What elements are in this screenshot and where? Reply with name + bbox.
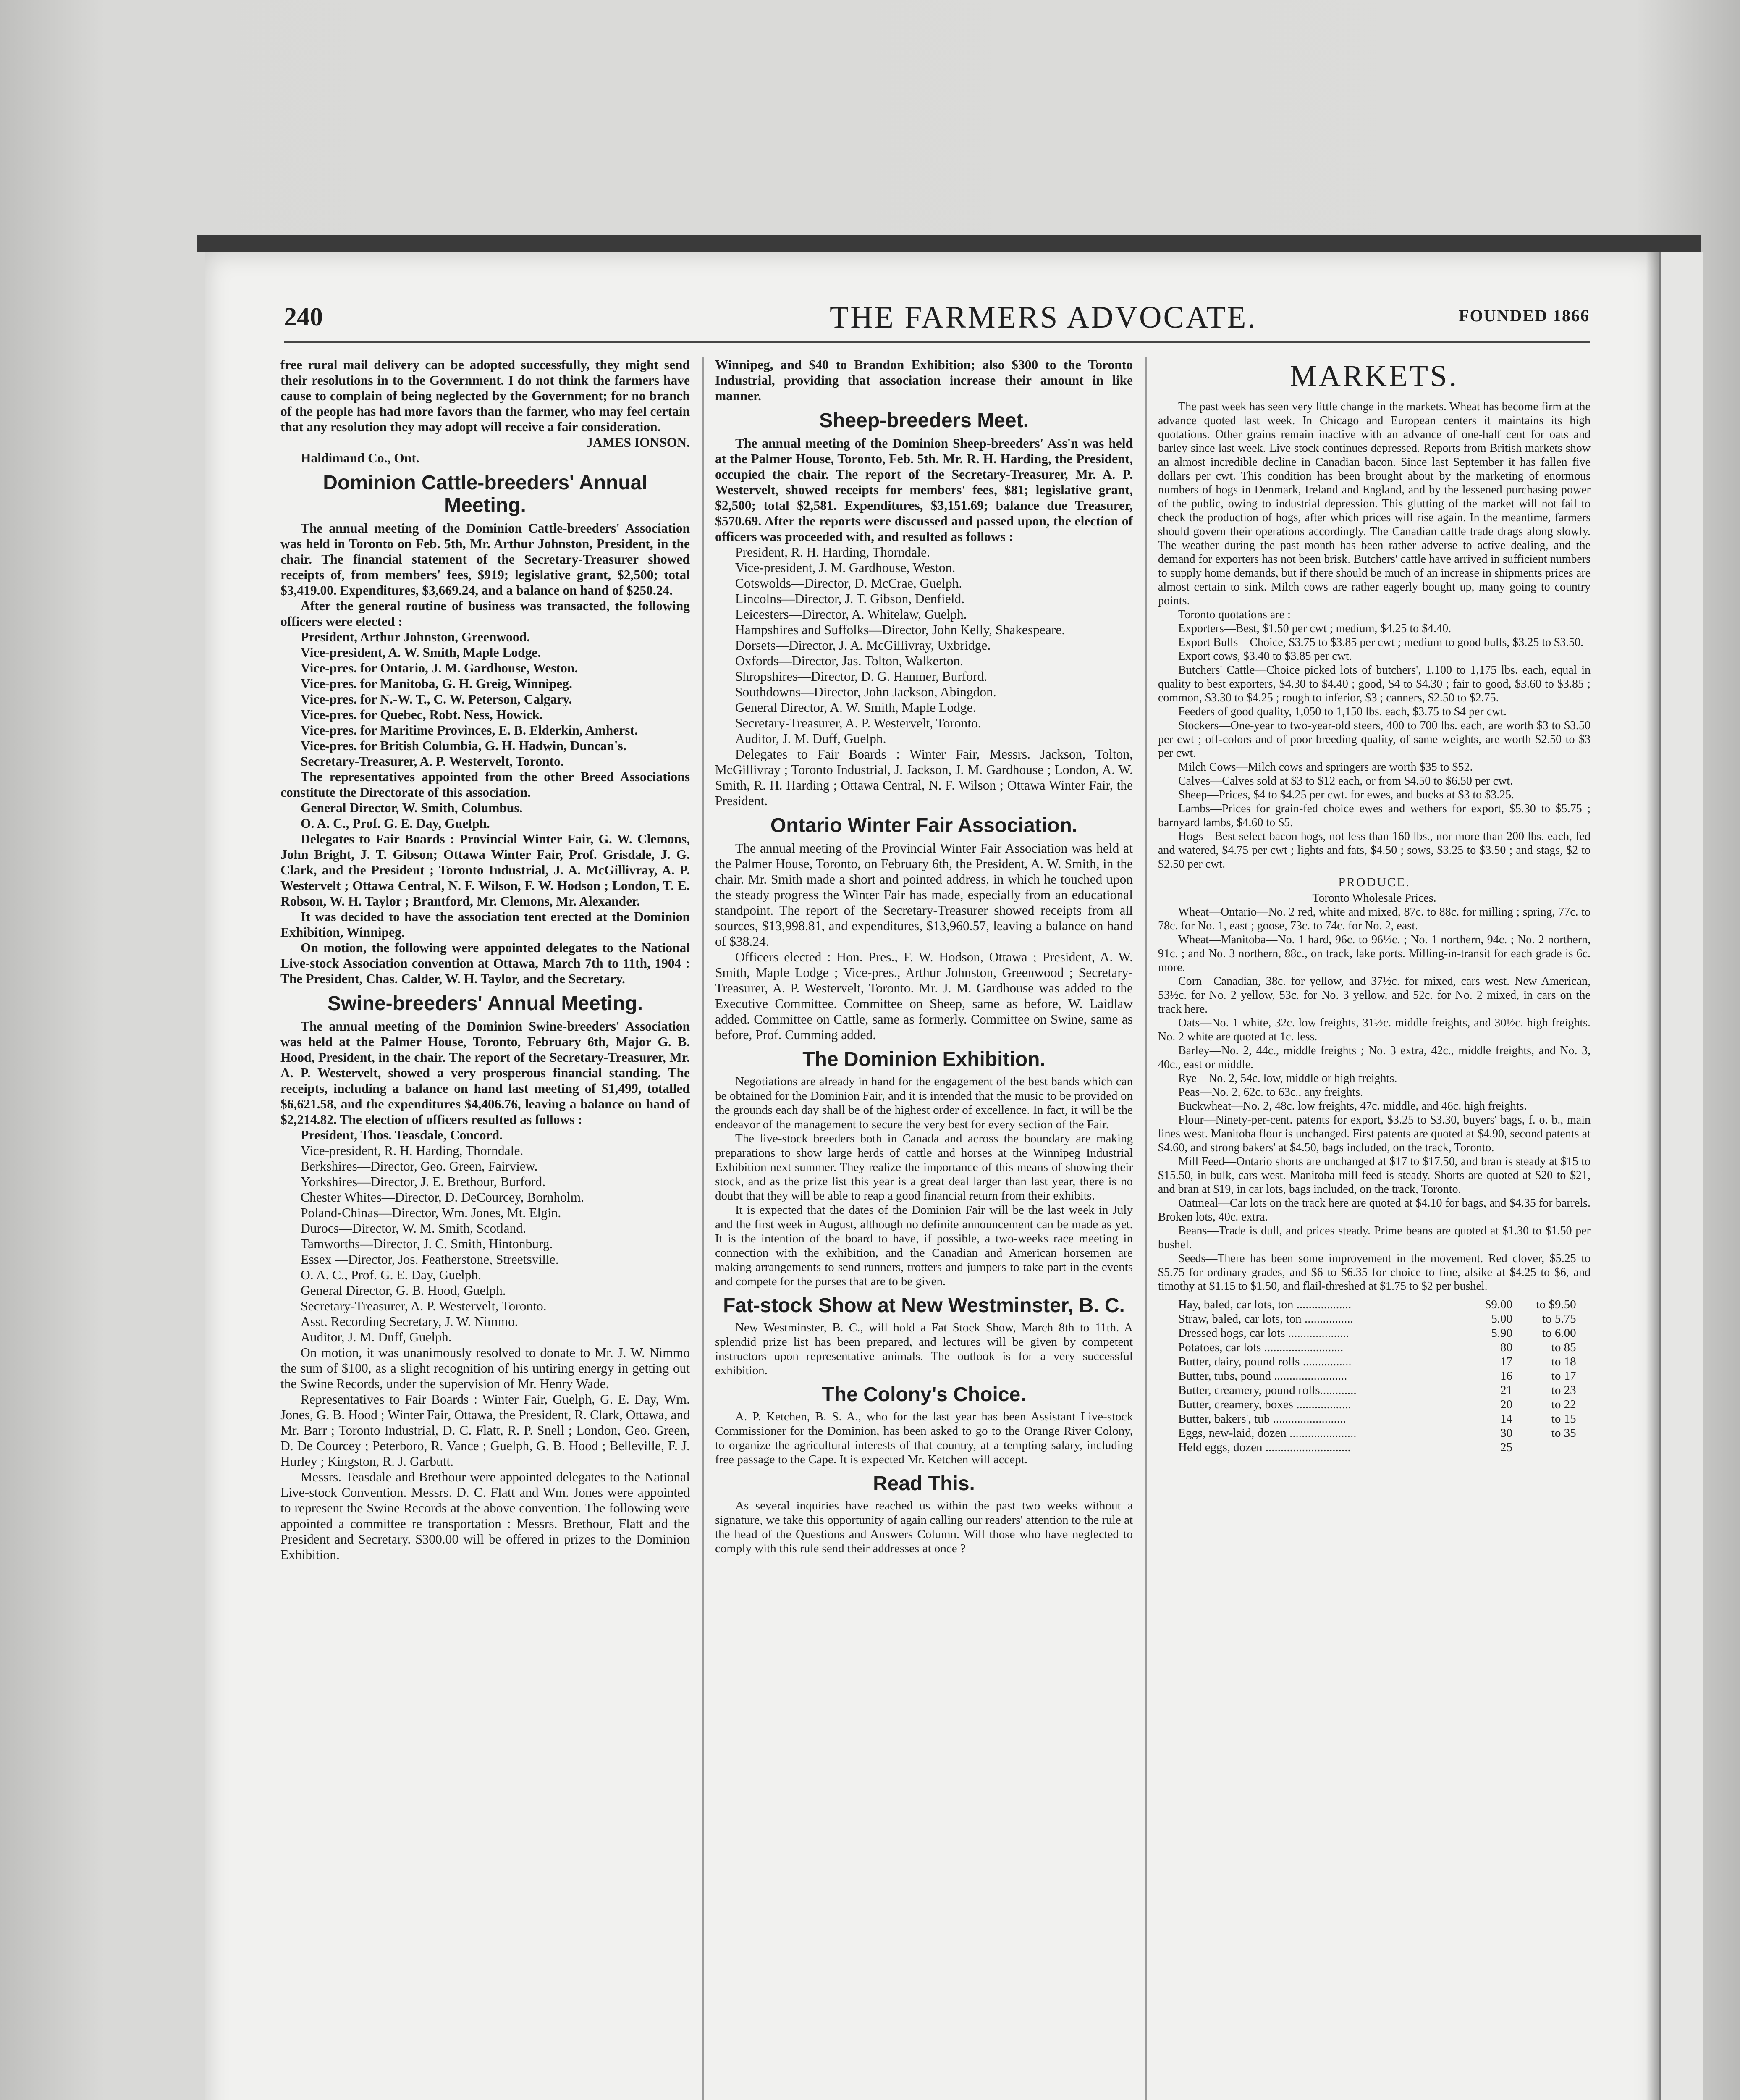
price-high: to 5.75 — [1542, 1312, 1576, 1326]
officer-line: Vice-pres. for Manitoba, G. H. Greig, Winnipeg. — [301, 676, 572, 691]
newspaper-page — [205, 252, 1659, 2100]
price-high: to 18 — [1551, 1355, 1576, 1368]
column-middle — [715, 357, 1133, 1556]
livestock-quote: Sheep—Prices, $4 to $4.25 per cwt. for ewes, and bucks at $3 to $3.25. — [1178, 788, 1515, 801]
price-row — [1178, 1340, 1576, 1354]
markets-heading: MARKETS. — [1289, 359, 1459, 393]
produce-quote: Oatmeal—Car lots on the track here are quoted at $4.10 for bags, and $4.35 for barrels. Broken lots, 40c. extra. — [1158, 1197, 1591, 1223]
produce-quote: Mill Feed—Ontario shorts are unchanged at $17 to $17.50, and bran is steady at $15 to $15.50, in bulk, cars west. Manitoba mill feed is steady. Shorts are quoted at $20 to $21, and bran at $19, in car lots, bags included, on the track, Toronto. — [1158, 1155, 1591, 1196]
produce-heading: PRODUCE. — [1338, 875, 1410, 889]
article-heading-dominion-exhibition: The Dominion Exhibition. — [802, 1048, 1046, 1071]
article-fat-stock — [715, 1320, 1133, 1378]
produce-quote: Oats—No. 1 white, 32c. low freights, 31½c. middle freights, and 30½c. high freights. No. 2 white are quoted at 1c. less. — [1158, 1016, 1591, 1043]
page-number: 240 — [284, 303, 323, 331]
officer-line: Yorkshires—Director, J. E. Brethour, Burford. — [301, 1174, 546, 1189]
page-top-edge — [197, 235, 1701, 252]
officer-line: Shropshires—Director, D. G. Hanmer, Burford. — [735, 669, 988, 684]
price-high: to $9.50 — [1536, 1298, 1576, 1311]
paragraph: Representatives to Fair Boards : Winter Fair, Guelph, G. E. Day, Wm. Jones, G. B. Hood ; Winter Fair, Ottawa, the President, R. Clark, Ottawa, and Mr. Barr ; Toronto Industrial, D. C. Flatt, R. P. Snell ; London, Geo. Green, D. De Courcey ; Peterboro, R. Vance ; Guelph, G. B. Hood ; Belleville, F. J. Hurley ; Kingston, R. J. Garbutt. — [280, 1392, 690, 1469]
letter-paragraph: free rural mail delivery can be adopted successfully, they might send their resolutions in to the Government. I do not think the farmers have cause to complain of being neglected by the Government; for no branch of the people has had more favors than the farmer, who may feel certain that any resolution they may adopt will receive a fair consideration. — [280, 357, 690, 434]
article-heading-cattle: Dominion Cattle-breeders' Annual Meeting. — [323, 472, 647, 517]
price-item: Butter, bakers', tub ........................ — [1178, 1412, 1346, 1425]
paragraph: After the general routine of business was transacted, the following officers were elected : — [280, 598, 690, 629]
officer-line: Secretary-Treasurer, A. P. Westervelt, Toronto. — [301, 754, 564, 769]
price-row — [1178, 1412, 1576, 1426]
price-low: $9.00 — [1485, 1298, 1512, 1311]
price-row — [1178, 1426, 1576, 1440]
paragraph: New Westminster, B. C., will hold a Fat Stock Show, March 8th to 11th. A splendid prize list has been prepared, and lectures will be given by competent instructors upon representative animals. The outlook is for a very successful exhibition. — [715, 1321, 1133, 1377]
article-heading-winter-fair: Ontario Winter Fair Association. — [770, 814, 1078, 837]
livestock-quote: Exporters—Best, $1.50 per cwt ; medium, $4.25 to $4.40. — [1178, 622, 1452, 635]
price-low: 16 — [1500, 1369, 1512, 1383]
livestock-quote: Toronto quotations are : — [1178, 608, 1291, 621]
officer-line: Vice-pres. for Quebec, Robt. Ness, Howick. — [301, 707, 543, 722]
paragraph: Officers elected : Hon. Pres., F. W. Hodson, Ottawa ; President, A. W. Smith, Maple Lodge ; Vice-pres., Arthur Johnston, Greenwood ; Secretary-Treasurer, A. P. Westervelt, Toronto. Mr. J. M. Gardhouse was added to the Executive Committee. Committee on Sheep, same as before, W. Laidlaw added. Committee on Cattle, same as formerly. Committee on Swine, same as before, Prof. Cumming added. — [715, 950, 1133, 1042]
paragraph: General Director, W. Smith, Columbus. — [301, 801, 523, 815]
article-winter-fair — [715, 840, 1133, 1042]
produce-quote: Seeds—There has been some improvement in the movement. Red clover, $5.25 to $5.75 for ordinary grades, and $6 to $6.35 for choice to fine, alsike at $4.25 to $6, and timothy at $1.15 to $1.50, and flail-threshed at $1.75 to $2 per bushel. — [1158, 1252, 1591, 1293]
officer-line: Vice-pres. for Maritime Provinces, E. B. Elderkin, Amherst. — [301, 723, 638, 738]
livestock-quote: Export cows, $3.40 to $3.85 per cwt. — [1178, 650, 1352, 663]
paragraph: Delegates to Fair Boards : Provincial Winter Fair, G. W. Clemons, John Bright, J. T. Gibson; Ottawa Winter Fair, Prof. Grisdale, J. G. Clark, and the President ; Toronto Industrial, J. A. McGillivray, A. P. Westervelt ; Ottawa Central, N. F. Wilson, F. W. Hodson ; London, T. E. Robson, W. H. Taylor ; Brantford, Mr. Clemons, Mr. Alexander. — [280, 832, 690, 908]
paragraph: It was decided to have the association tent erected at the Dominion Exhibition, Winnipeg. — [280, 909, 690, 940]
price-high: to 35 — [1551, 1426, 1576, 1440]
officer-line: Secretary-Treasurer, A. P. Westervelt, Toronto. — [735, 716, 981, 730]
article-heading-colony: The Colony's Choice. — [822, 1383, 1026, 1406]
column-right — [1158, 357, 1591, 1454]
price-item: Butter, creamery, pound rolls............ — [1178, 1383, 1357, 1397]
price-item: Dressed hogs, car lots .................... — [1178, 1326, 1349, 1340]
produce-quote: Beans—Trade is dull, and prices steady. Prime beans are quoted at $1.30 to $1.50 per bushel. — [1158, 1224, 1591, 1251]
officer-line: Vice-president, J. M. Gardhouse, Weston. — [735, 560, 956, 575]
price-high: to 85 — [1551, 1341, 1576, 1354]
price-item: Butter, tubs, pound ........................ — [1178, 1369, 1347, 1383]
officer-line: Chester Whites—Director, D. DeCourcey, Bornholm. — [301, 1190, 584, 1205]
price-row — [1178, 1440, 1576, 1454]
livestock-quote: Butchers' Cattle—Choice picked lots of butchers', 1,100 to 1,175 lbs. each, equal in quality to best exporters, $4.30 to $4.40 ; good, $4 to $4.30 ; fair to good, $3.60 to $3.85 ; common, $3.30 to $4.25 ; rough to inferior, $3 ; canners, $2.50 to $2.75. — [1158, 664, 1591, 704]
price-item: Butter, dairy, pound rolls ................ — [1178, 1355, 1352, 1368]
officer-line: General Director, G. B. Hood, Guelph. — [301, 1283, 506, 1298]
price-row — [1178, 1312, 1576, 1326]
officer-line: Vice-pres. for Ontario, J. M. Gardhouse, Weston. — [301, 661, 578, 675]
price-low: 21 — [1500, 1383, 1512, 1397]
officer-line: Vice-president, R. H. Harding, Thorndale. — [301, 1143, 524, 1158]
paragraph: Winnipeg, and $40 to Brandon Exhibition; also $300 to the Toronto Industrial, providing that association increase their amount in like manner. — [715, 357, 1133, 403]
officer-line: Vice-pres. for N.-W. T., C. W. Peterson, Calgary. — [301, 692, 572, 706]
officer-line: General Director, A. W. Smith, Maple Lodge. — [735, 700, 976, 715]
price-low: 80 — [1500, 1341, 1512, 1354]
produce-quote: Buckwheat—No. 2, 48c. low freights, 47c. middle, and 46c. high freights. — [1178, 1100, 1527, 1113]
price-item: Straw, baled, car lots, ton ................ — [1178, 1312, 1353, 1326]
price-low: 30 — [1500, 1426, 1512, 1440]
price-low: 20 — [1500, 1398, 1512, 1411]
produce-quote: Peas—No. 2, 62c. to 63c., any freights. — [1178, 1086, 1363, 1099]
article-heading-swine: Swine-breeders' Annual Meeting. — [327, 992, 643, 1015]
price-table-body — [1178, 1297, 1576, 1454]
paragraph: The representatives appointed from the other Breed Associations constitute the Directorate of this association. — [280, 769, 690, 800]
officer-line: Lincolns—Director, J. T. Gibson, Denfield. — [735, 591, 965, 606]
officer-line: Tamworths—Director, J. C. Smith, Hintonburg. — [301, 1236, 553, 1251]
officer-line: Auditor, J. M. Duff, Guelph. — [735, 731, 886, 746]
column-left — [280, 357, 690, 1562]
header-rule — [284, 341, 1590, 343]
price-table — [1178, 1297, 1576, 1454]
produce-quote: Corn—Canadian, 38c. for yellow, and 37½c. for mixed, cars west. New American, 53½c. for No. 2 yellow, 53c. for No. 3 yellow, and 52c. for No. 2 mixed, in cars on the track here. — [1158, 975, 1591, 1016]
officer-line: Berkshires—Director, Geo. Green, Fairview. — [301, 1159, 538, 1173]
paragraph: Delegates to Fair Boards : Winter Fair, Messrs. Jackson, Tolton, McGillivray ; Toronto Industrial, J. Jackson, J. M. Gardhouse ; London, A. W. Smith, R. H. Harding ; Ottawa Central, N. F. Wilson ; Ottawa Winter Fair, the President. — [715, 747, 1133, 808]
article-colony — [715, 1410, 1133, 1467]
column-divider — [702, 357, 704, 2100]
article-heading-sheep: Sheep-breeders Meet. — [819, 410, 1029, 432]
price-high: to 17 — [1551, 1369, 1576, 1383]
paragraph: O. A. C., Prof. G. E. Day, Guelph. — [301, 816, 490, 831]
letter-continuation — [280, 357, 690, 466]
livestock-quote: Stockers—One-year to two-year-old steers, 400 to 700 lbs. each, are worth $3 to $3.50 per cwt ; off-colors and of poor breeding quality, of same weights, are worth $2.50 to $3 per cwt. — [1158, 719, 1591, 760]
price-row — [1178, 1397, 1576, 1412]
officer-line: O. A. C., Prof. G. E. Day, Guelph. — [301, 1268, 482, 1282]
livestock-quote: Calves—Calves sold at $3 to $12 each, or from $4.50 to $6.50 per cwt. — [1178, 774, 1513, 788]
produce-quote: Flour—Ninety-per-cent. patents for export, $3.25 to $3.30, buyers' bags, f. o. b., main lines west. Manitoba flour is unchanged. First patents are quoted at $4.90, second patents at $4.60, and strong bakers' at $4.50, bags included, on the track, Toronto. — [1158, 1113, 1591, 1154]
paragraph: On motion, it was unanimously resolved to donate to Mr. J. W. Nimmo the sum of $100, as a slight recognition of his untiring energy in getting out the Swine Records, under the supervision of Mr. Henry Wade. — [280, 1345, 690, 1391]
letter-location: Haldimand Co., Ont. — [301, 451, 419, 465]
paragraph: Negotiations are already in hand for the engagement of the best bands which can be obtained for the Dominion Fair, and it is intended that the music to be provided on the grounds each day shall be of the highest order of excellence. In fact, it will be the endeavor of the management to secure the very best for every section of the Fair. — [715, 1075, 1133, 1131]
price-high: to 6.00 — [1542, 1326, 1576, 1340]
officer-line: President, R. H. Harding, Thorndale. — [735, 545, 930, 559]
officer-line: Durocs—Director, W. M. Smith, Scotland. — [301, 1221, 526, 1236]
article-heading-read-this: Read This. — [873, 1473, 975, 1495]
produce-quote: Wheat—Manitoba—No. 1 hard, 96c. to 96½c. ; No. 1 northern, 94c. ; No. 2 northern, 91c. ; and No. 3 northern, 88c., on track, lake ports. Milling-in-transit for each grade is 6c. more. — [1158, 933, 1591, 974]
livestock-quote: Feeders of good quality, 1,050 to 1,150 lbs. each, $3.75 to $4 per cwt. — [1178, 705, 1507, 718]
price-high: to 22 — [1551, 1398, 1576, 1411]
article-swine — [280, 1018, 690, 1562]
produce-quote: Barley—No. 2, 44c., middle freights ; No. 3 extra, 42c., middle freights, and No. 3, 40c., east or middle. — [1158, 1044, 1591, 1071]
price-row — [1178, 1369, 1576, 1383]
paragraph: It is expected that the dates of the Dominion Fair will be the last week in July and the first week in August, although no definite announcement can be made as yet. It is the intention of the board to have, if possible, a two-weeks race meeting in connection with the exhibition, and the Canadian and American horsemen are making arrangements to send runners, trotters and jumpers to take part in the events and compete for the purses that are to be given. — [715, 1203, 1133, 1288]
officer-line: Poland-Chinas—Director, Wm. Jones, Mt. Elgin. — [301, 1205, 561, 1220]
column-divider — [1145, 357, 1147, 2100]
produce-quote: Wheat—Ontario—No. 2 red, white and mixed, 87c. to 88c. for milling ; spring, 77c. to 78c. for No. 1, east ; goose, 73c. to 74c. for No. 2, east. — [1158, 906, 1591, 932]
livestock-quote: Hogs—Best select bacon hogs, not less than 160 lbs., nor more than 200 lbs. each, fed and watered, $4.75 per cwt ; lights and fats, $4.50 ; sows, $3.25 to $3.50 ; and stags, $2 to $2.50 per cwt. — [1158, 830, 1591, 871]
page-header — [284, 302, 1590, 340]
officer-line: Southdowns—Director, John Jackson, Abingdon. — [735, 685, 996, 699]
paragraph: As several inquiries have reached us within the past two weeks without a signature, we take this opportunity of again calling our readers' attention to the rule at the head of the Questions and Answers Column. Will those who have neglected to comply with this rule send their addresses at once ? — [715, 1499, 1133, 1555]
article-dominion-exhibition — [715, 1074, 1133, 1289]
officer-line: President, Arthur Johnston, Greenwood. — [301, 630, 530, 644]
paragraph: On motion, the following were appointed delegates to the National Live-stock Association convention at Ottawa, March 7th to 11th, 1904 : The President, Chas. Calder, W. H. Taylor, and the Secretary. — [280, 940, 690, 986]
price-item: Hay, baled, car lots, ton .................. — [1178, 1298, 1352, 1311]
paragraph: The annual meeting of the Dominion Cattle-breeders' Association was held in Toronto on Feb. 5th, Mr. Arthur Johnston, President, in the chair. The financial statement of the Secretary-Treasurer showed receipts of, from members' fees, $919; legislative grant, $2,500; total $3,419.00. Expenditures, $3,669.24, and a balance on hand of $250.24. — [280, 521, 690, 598]
produce-subheading: Toronto Wholesale Prices. — [1312, 892, 1436, 905]
officer-line: President, Thos. Teasdale, Concord. — [301, 1128, 503, 1142]
officer-line: Vice-president, A. W. Smith, Maple Lodge. — [301, 645, 541, 660]
livestock-quote: Milch Cows—Milch cows and springers are worth $35 to $52. — [1178, 761, 1473, 774]
officer-line: Vice-pres. for British Columbia, G. H. Hadwin, Duncan's. — [301, 738, 626, 753]
price-low: 14 — [1500, 1412, 1512, 1425]
officer-line: Asst. Recording Secretary, J. W. Nimmo. — [301, 1314, 518, 1329]
officer-line: Secretary-Treasurer, A. P. Westervelt, Toronto. — [301, 1299, 547, 1313]
price-high — [1512, 1440, 1576, 1454]
price-low: 17 — [1500, 1355, 1512, 1368]
paragraph: A. P. Ketchen, B. S. A., who for the last year has been Assistant Live-stock Commissioner for the Dominion, has been asked to go to the Orange River Colony, to organize the agricultural interests of that country, at a tempting salary, including free passage to the Cape. It is expected Mr. Ketchen will accept. — [715, 1410, 1133, 1466]
price-low: 25 — [1500, 1441, 1512, 1454]
price-item: Held eggs, dozen ............................ — [1178, 1441, 1351, 1454]
adjacent-page-edge — [1659, 252, 1703, 2100]
price-low: 5.90 — [1491, 1326, 1512, 1340]
article-read-this — [715, 1499, 1133, 1556]
letter-signature: JAMES IONSON. — [586, 435, 690, 450]
produce-quote: Rye—No. 2, 54c. low, middle or high freights. — [1178, 1072, 1397, 1085]
price-row — [1178, 1297, 1576, 1312]
price-row — [1178, 1326, 1576, 1340]
paragraph: The annual meeting of the Provincial Winter Fair Association was held at the Palmer House, Toronto, on February 6th, the President, A. W. Smith, in the chair. Mr. Smith made a short and pointed address, in which he touched upon the steady progress the Winter Fair has made, especially from an educational standpoint. The report of the Secretary-Treasurer showed receipts from all sources, $13,998.81, and expenditures, $13,960.57, leaving a balance on hand of $38.24. — [715, 841, 1133, 949]
price-item: Butter, creamery, boxes .................. — [1178, 1398, 1351, 1411]
article-sheep — [715, 436, 1133, 808]
article-heading-fat-stock: Fat-stock Show at New Westminster, B. C. — [723, 1294, 1125, 1317]
article-cattle — [280, 520, 690, 987]
officer-line: Oxfords—Director, Jas. Tolton, Walkerton. — [735, 654, 964, 668]
paragraph: Messrs. Teasdale and Brethour were appointed delegates to the National Live-stock Convention. Messrs. D. C. Flatt and Wm. Jones were appointed to represent the Swine Records at the above convention. The following were appointed a committee re transportation : Messrs. Brethour, Flatt and the President and Secretary. $300.00 will be offered in prizes to the Dominion Exhibition. — [280, 1470, 690, 1562]
officer-line: Hampshires and Suffolks—Director, John Kelly, Shakespeare. — [735, 622, 1065, 637]
founded-year: FOUNDED 1866 — [1459, 306, 1590, 325]
exhibition-grant-continuation — [715, 357, 1133, 404]
officer-line: Cotswolds—Director, D. McCrae, Guelph. — [735, 576, 962, 591]
paragraph: The annual meeting of the Dominion Sheep-breeders' Ass'n was held at the Palmer House, Toronto, Feb. 5th. Mr. R. H. Harding, the President, occupied the chair. The report of the Secretary-Treasurer, Mr. A. P. Westervelt, showed receipts for members' fees, $81; legislative grant, $2,500; total $2,581. Expenditures, $3,151.69; balance due Treasurer, $570.69. After the reports were discussed and passed upon, the election of officers was proceeded with, and resulted as follows : — [715, 436, 1133, 544]
market-summary: The past week has seen very little change in the markets. Wheat has become firm at the advance quoted last week. In Chicago and European centers it maintains its high quotations. Other grains remain inactive with an advance of one-half cent for oats and barley since last week. Live stock continues depressed. Reports from British markets show an almost incredible decline in Canadian bacon. Since last September it has fallen five dollars per cwt. This condition has been brought about by the marketing of enormous numbers of hogs in Denmark, Ireland and England, and by the lessened purchasing power of the public, owing to industrial depression. This glutting of the market will not fail to check the production of hogs, after which prices will rise again. In the meantime, farmers should govern their operations accordingly. The Canadian cattle trade drags along slowly. The weather during the past month has been rather adverse to active dealing, and the demand for exporters has not been brisk. Butchers' cattle have arrived in sufficient numbers to supply home demands, but if there should be much of an increase in shipments prices are almost certain to sink. Milch cows are rather eagerly bought up, many going to country points. — [1158, 400, 1591, 607]
price-row — [1178, 1383, 1576, 1397]
livestock-quote: Lambs—Prices for grain-fed choice ewes and wethers for export, $5.30 to $5.75 ; barnyard lambs, $4.60 to $5. — [1158, 802, 1591, 829]
price-row — [1178, 1354, 1576, 1369]
livestock-quote: Export Bulls—Choice, $3.75 to $3.85 per cwt ; medium to good bulls, $3.25 to $3.50. — [1178, 636, 1584, 649]
price-item: Potatoes, car lots .......................... — [1178, 1341, 1344, 1354]
officer-line: Leicesters—Director, A. Whitelaw, Guelph. — [735, 607, 967, 622]
price-low: 5.00 — [1491, 1312, 1512, 1326]
markets-section — [1158, 400, 1591, 1454]
journal-title: THE FARMERS ADVOCATE. — [830, 300, 1257, 335]
price-high: to 23 — [1551, 1383, 1576, 1397]
officer-line: Auditor, J. M. Duff, Guelph. — [301, 1330, 452, 1344]
officer-line: Dorsets—Director, J. A. McGillivray, Uxbridge. — [735, 638, 991, 653]
officer-line: Essex —Director, Jos. Featherstone, Streetsville. — [301, 1252, 559, 1267]
price-item: Eggs, new-laid, dozen ...................... — [1178, 1426, 1357, 1440]
paragraph: The live-stock breeders both in Canada and across the boundary are making preparations to show large herds of cattle and horses at the Winnipeg Industrial Exhibition next summer. They realize the importance of this means of showing their stock, and as the prize list this year is a great deal larger than last year, there is no doubt that they will be able to reap a good financial return from their exhibits. — [715, 1132, 1133, 1202]
paragraph: The annual meeting of the Dominion Swine-breeders' Association was held at the Palmer House, Toronto, February 6th, Major G. B. Hood, President, in the chair. The report of the Secretary-Treasurer, Mr. A. P. Westervelt, showed a very prosperous financial standing. The receipts, including a balance on hand last meeting of $1,499, totalled $6,621.58, and the expenditures $4,406.76, leaving a balance on hand of $2,214.82. The election of officers resulted as follows : — [280, 1019, 690, 1127]
price-high: to 15 — [1551, 1412, 1576, 1425]
